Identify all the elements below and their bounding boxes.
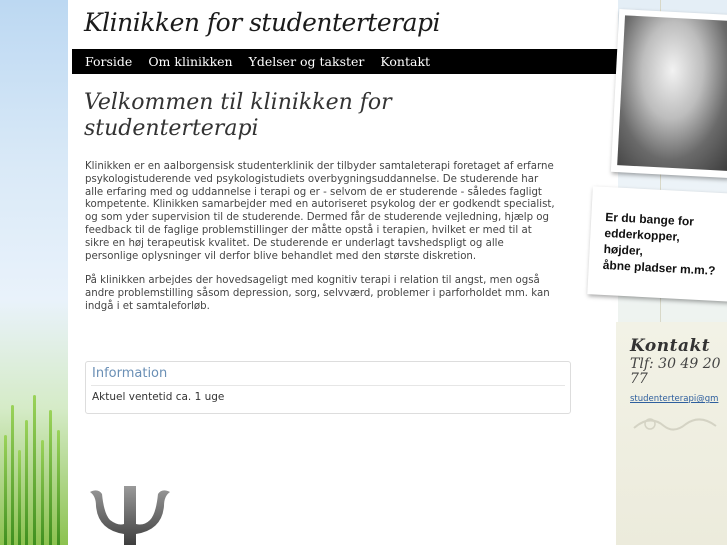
grass-decoration xyxy=(25,420,28,545)
psi-symbol-icon xyxy=(88,484,172,545)
grass-decoration xyxy=(11,405,14,545)
contact-box xyxy=(616,322,727,545)
page-heading: Velkommen til klinikken for studenterterapi xyxy=(84,90,392,141)
woman-photo xyxy=(611,9,727,178)
grass-decoration xyxy=(33,395,36,545)
divider xyxy=(91,385,565,386)
ornament-icon xyxy=(630,410,720,440)
waiting-time-text: Aktuel ventetid ca. 1 uge xyxy=(92,391,225,403)
therapy-paragraph: På klinikken arbejdes der hovedsageligt med kognitiv terapi i relation til angst, men også andre problemstilling såsom depression, sorg, selvværd, problemer i parforholdet mm. kan indgå i et samtaleforløb. xyxy=(85,275,550,312)
grass-decoration xyxy=(4,435,7,545)
grass-decoration xyxy=(57,430,60,545)
site-title[interactable]: Klinikken for studenterterapi xyxy=(84,8,440,37)
photo-image xyxy=(617,15,727,171)
contact-email-link[interactable]: studenterterapi@gm xyxy=(630,394,719,404)
main-nav xyxy=(72,49,618,74)
grass-decoration xyxy=(49,410,52,545)
main-page xyxy=(68,0,618,545)
left-background xyxy=(0,0,68,545)
information-title: Information xyxy=(92,366,168,381)
contact-title: Kontakt xyxy=(630,336,711,356)
contact-phone: Tlf: 30 49 20 77 xyxy=(630,356,721,387)
nav-ydelser-og-takster[interactable]: Ydelser og takster xyxy=(248,54,365,69)
nav-forside[interactable]: Forside xyxy=(85,54,133,69)
grass-decoration xyxy=(18,450,21,545)
intro-paragraph: Klinikken er en aalborgensisk studenterklinik der tilbyder samtaleterapi foretaget af erfarne psykologistuderende ved psykologistudiets overbygningsuddannelse. De studerende har alle erfaring med og uddannelse i terapi og er - selvom de er studerende - således fagligt kompetente. Klinikken samarbejder med en autoriseret psykolog der er godkendt specialist, og som yder supervision til de studerende. Dermed får de studerende vejledning, hjælp og feedback til de faglige problemstillinger der måtte opstå i terapien, hvilket er med til at sikre en høj terapeutisk kvalitet. De studerende er underlagt tavshedspligt og alle personlige oplysninger vil derfor blive behandlet med den største diskretion. xyxy=(85,161,555,262)
grass-decoration xyxy=(41,440,44,545)
nav-kontakt[interactable]: Kontakt xyxy=(380,54,431,69)
nav-om-klinikken[interactable]: Om klinikken xyxy=(148,54,233,69)
phobia-note[interactable] xyxy=(587,186,727,301)
note-text: Er du bange for edderkopper, højder, åbne pladser m.m.? xyxy=(602,209,716,278)
information-box xyxy=(85,361,571,414)
